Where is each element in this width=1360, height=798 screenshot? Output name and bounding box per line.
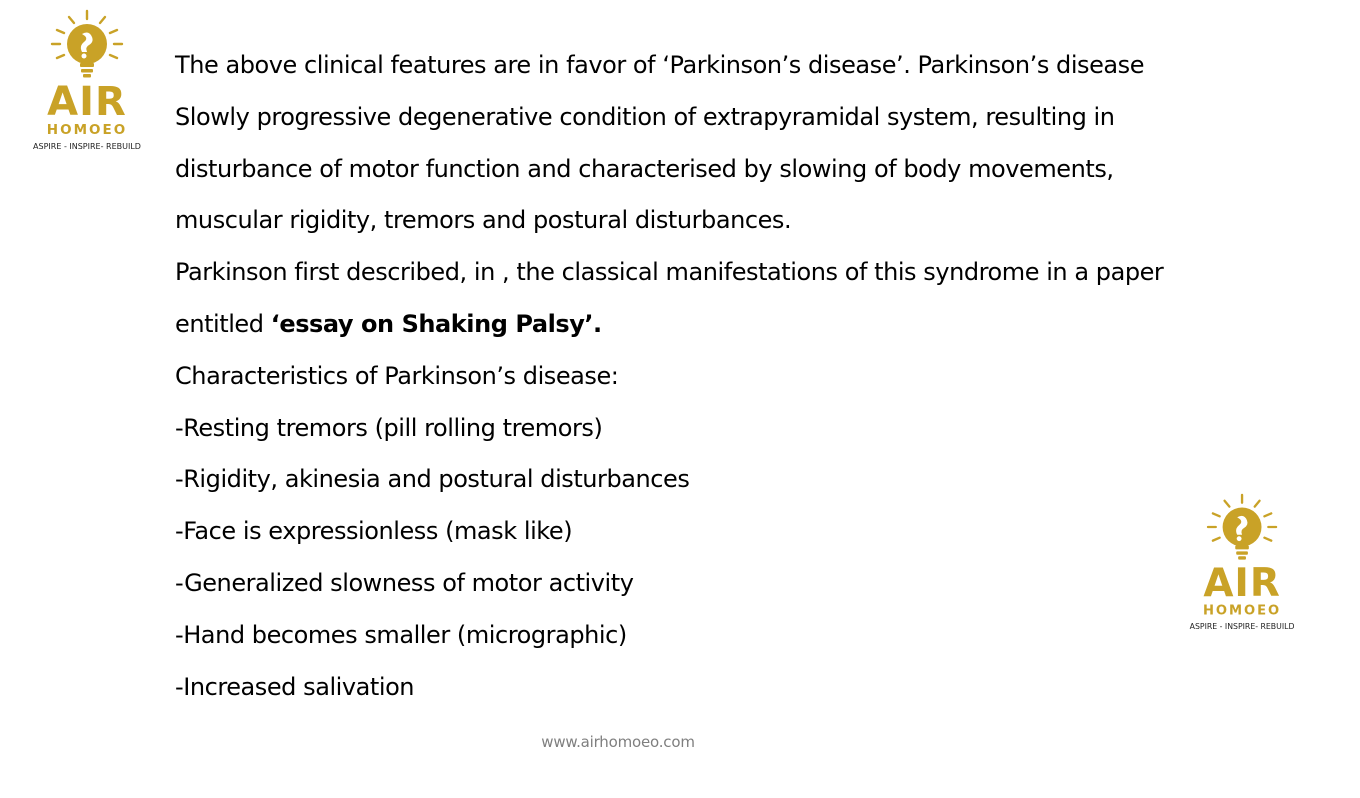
air-homoeo-logo-watermark xyxy=(1186,492,1302,634)
svg-text:ASPIRE - INSPIRE- REBUILD: ASPIRE - INSPIRE- REBUILD xyxy=(33,142,141,151)
svg-text:AIR: AIR xyxy=(1203,561,1281,607)
slide-text xyxy=(175,40,1185,713)
paragraph-line: muscular rigidity, tremors and postural disturbances. xyxy=(175,206,792,235)
entitled-prefix: entitled xyxy=(175,309,271,338)
characteristic-item: -Face is expressionless (mask like) xyxy=(175,517,573,546)
paragraph-line: The above clinical features are in favor of ‘Parkinson’s disease’. Parkinson’s disease xyxy=(175,51,1145,79)
air-homoeo-logo xyxy=(30,8,148,154)
svg-text:HOMOEO: HOMOEO xyxy=(46,122,128,138)
svg-text:AIR: AIR xyxy=(47,79,127,125)
lightbulb-logo-icon xyxy=(1186,492,1302,634)
characteristic-item: -Resting tremors (pill rolling tremors) xyxy=(175,413,603,442)
characteristic-item: -Rigidity, akinesia and postural disturbances xyxy=(175,465,690,494)
characteristic-item: -Increased salivation xyxy=(175,672,415,701)
paragraph-line: disturbance of motor function and characterised by slowing of body movements, xyxy=(175,154,1114,183)
essay-title: ‘essay on Shaking Palsy’. xyxy=(270,309,602,338)
essay-title-line xyxy=(175,299,1185,351)
characteristic-item: -Hand becomes smaller (micrographic) xyxy=(175,620,627,649)
footer-url: www.airhomoeo.com xyxy=(541,733,695,751)
characteristic-item: -Generalized slowness of motor activity xyxy=(175,568,634,597)
paragraph-line: Parkinson first described, in , the classical manifestations of this syndrome in a paper xyxy=(175,258,1164,287)
characteristics-heading: Characteristics of Parkinson’s disease: xyxy=(175,361,619,390)
svg-text:HOMOEO: HOMOEO xyxy=(1202,603,1282,619)
lightbulb-logo-icon xyxy=(30,8,148,154)
svg-text:ASPIRE - INSPIRE- REBUILD: ASPIRE - INSPIRE- REBUILD xyxy=(1189,622,1295,632)
paragraph-line: Slowly progressive degenerative condition of extrapyramidal system, resulting in xyxy=(175,102,1115,131)
